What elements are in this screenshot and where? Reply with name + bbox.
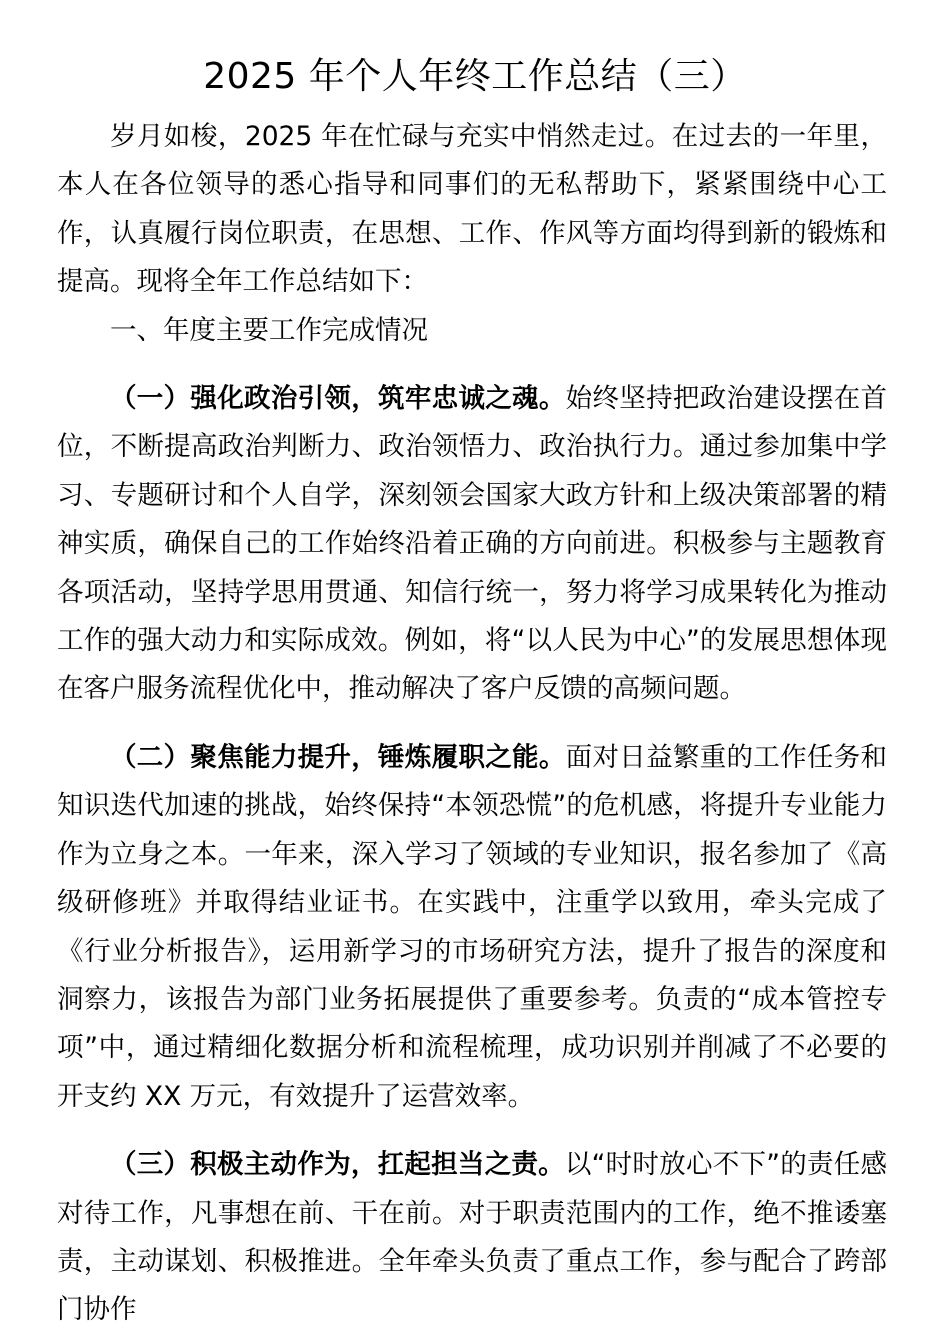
paragraph-lead-three: （三）积极主动作为，扛起担当之责。 (110, 1149, 565, 1181)
paragraph-text: 面对日益繁重的工作任务和知识迭代加速的挑战，始终保持“本领恐慌”的危机感，将提升专业能力作为立身之本。一年来，深入学习了领域的专业知识，报名参加了《高级研修班》并取得结业证书。在实践中，注重学以致用，牵头完成了《行业分析报告》，运用新学习的市场研究方法，提升了报告的深度和洞察力，该报告为部门业务拓展提供了重要参考。负责的“成本管控专项”中，通过精细化数据分析和流程梳理，成功识别并削减了不必要的开支约 XX 万元，有效提升了运营效率。 (57, 741, 888, 1112)
paragraph-text: 岁月如梭，2025 年在忙碌与充实中悄然走过。在过去的一年里，本人在各位领导的悉心指导和同事们的无私帮助下，紧紧围绕中心工作，认真履行岗位职责，在思想、工作、作风等方面均得到新的锻炼和提高。现将全年工作总结如下： (57, 121, 887, 298)
section-heading-one (57, 307, 887, 355)
paragraph-item-two (57, 734, 887, 1121)
paragraph-intro (57, 113, 887, 307)
page-title: 2025 年个人年终工作总结（三） (203, 56, 747, 97)
paragraph-lead-one: （一）强化政治引领，筑牢忠诚之魂。 (110, 383, 566, 415)
paragraph-item-one (57, 375, 887, 714)
paragraph-item-three (57, 1141, 887, 1335)
paragraph-text: 始终坚持把政治建设摆在首位，不断提高政治判断力、政治领悟力、政治执行力。通过参加集中学习、专题研讨和个人自学，深刻领会国家大政方针和上级决策部署的精神实质，确保自己的工作始终沿着正确的方向前进。积极参与主题教育各项活动，坚持学思用贯通、知信行统一，努力将学习成果转化为推动工作的强大动力和实际成效。例如，将“以人民为中心”的发展思想体现在客户服务流程优化中，推动解决了客户反馈的高频问题。 (57, 383, 888, 705)
section-heading-text: 一、年度主要工作完成情况 (110, 314, 428, 346)
document-body (57, 113, 887, 1335)
paragraph-text: 以“时时放心不下”的责任感对待工作，凡事想在前、干在前。对于职责范围内的工作，绝不推诿塞责，主动谋划、积极推进。全年牵头负责了重点工作，参与配合了跨部门协作 (57, 1149, 887, 1326)
paragraph-lead-two: （二）聚焦能力提升，锤炼履职之能。 (110, 741, 566, 773)
